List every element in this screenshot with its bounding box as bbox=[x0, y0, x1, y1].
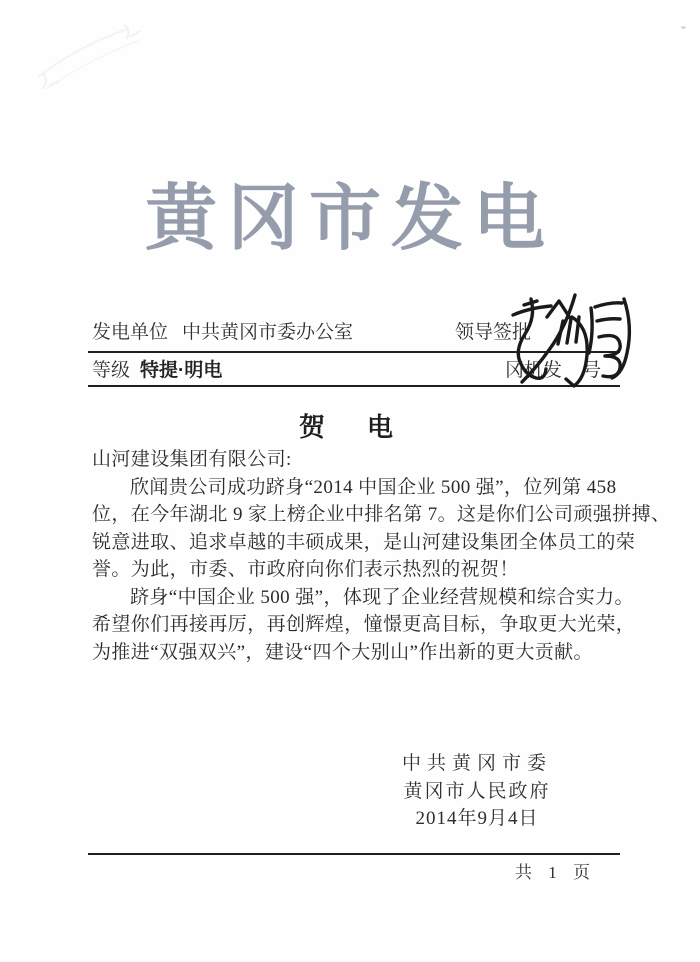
grade-label: 等级 bbox=[92, 360, 131, 381]
signoff-block bbox=[382, 750, 572, 833]
document-number-suffix: 号 bbox=[582, 360, 602, 381]
footer-divider bbox=[88, 853, 620, 855]
body-line: 为推进“双强双兴”，建设“四个大别山”作出新的更大贡献。 bbox=[92, 641, 593, 663]
body-line: 希望你们再接再厉，再创辉煌，憧憬更高目标，争取更大光荣， bbox=[92, 614, 636, 635]
page-count-label: 共 1 页 bbox=[515, 863, 596, 882]
document-number-prefix: 冈机发 bbox=[505, 360, 563, 381]
body-line: 锐意进取、追求卓越的丰硕成果，是山河建设集团全体员工的荣 bbox=[92, 531, 636, 553]
signoff-government: 黄冈市人民政府 bbox=[403, 780, 551, 802]
scan-speck bbox=[681, 26, 686, 29]
masthead-title: 黄冈市发电 bbox=[144, 179, 555, 259]
sending-unit-value: 中共黄冈市委办公室 bbox=[182, 322, 354, 343]
signoff-date: 2014年9月4日 bbox=[415, 808, 539, 829]
body-line: 欣闻贵公司成功跻身“2014 中国企业 500 强”，位列第 458 bbox=[130, 476, 617, 498]
field-grade bbox=[92, 359, 222, 383]
body-line: 跻身“中国企业 500 强”，体现了企业经营规模和综合实力。 bbox=[130, 586, 634, 608]
scan-fold-marks bbox=[20, 15, 180, 125]
document-title: 贺 电 bbox=[298, 413, 401, 442]
sending-unit-label: 发电单位 bbox=[92, 322, 169, 343]
field-sending-unit bbox=[92, 321, 353, 345]
body-line: 誉。为此，市委、市政府向你们表示热烈的祝贺！ bbox=[92, 559, 519, 580]
leader-approval-label: 领导签批 bbox=[455, 322, 532, 343]
body-line: 位，在今年湖北 9 家上榜企业中排名第 7。这是你们公司顽强拼搏、 bbox=[92, 504, 671, 525]
telegram-body bbox=[92, 446, 671, 666]
leader-signature-icon bbox=[500, 286, 652, 400]
body-salutation: 山河建设集团有限公司: bbox=[92, 449, 292, 470]
grade-value: 特提·明电 bbox=[140, 360, 223, 381]
signoff-party-committee: 中共黄冈市委 bbox=[401, 753, 552, 774]
